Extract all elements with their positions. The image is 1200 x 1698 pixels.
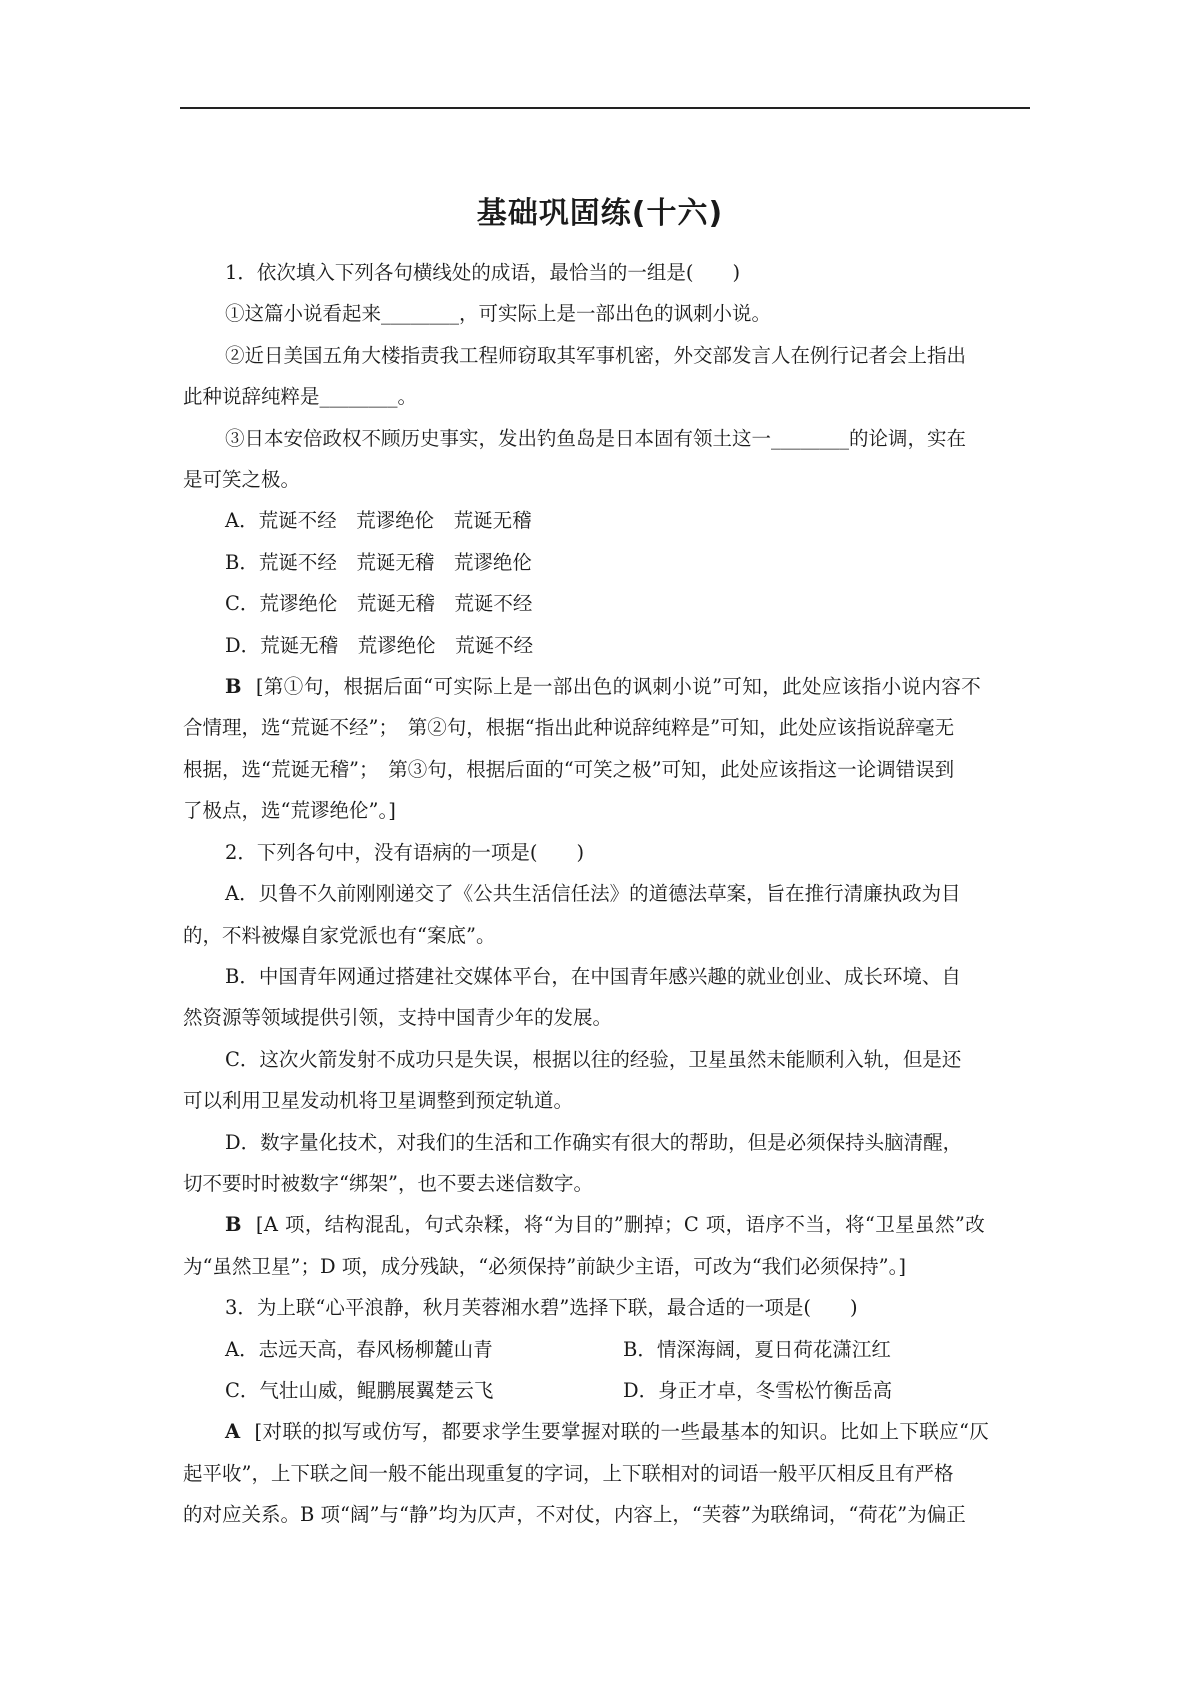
q1-option-b: B．荒诞不经 荒诞无稽 荒谬绝伦: [225, 550, 532, 574]
header-rule: [180, 107, 1030, 109]
q2-answer-key: B: [225, 1213, 242, 1237]
q3-option-a: A．志远天高，春风杨柳麓山青: [225, 1337, 493, 1361]
q1-answer-key: B: [225, 675, 242, 699]
q3-analysis-line-3: 的对应关系。B 项“阔”与“静”均为仄声，不对仗，内容上，“芙蓉”为联绵词，“荷花”为偏正: [183, 1503, 966, 1527]
q3-options-row-1: [183, 1329, 1029, 1370]
q3-analysis-line-2: 起平收”，上下联之间一般不能出现重复的字词，上下联相对的词语一般平仄相反且有严格: [183, 1461, 954, 1485]
q1-option-d: D．荒诞无稽 荒谬绝伦 荒诞不经: [225, 633, 534, 657]
q2-option-d-line-1: D．数字量化技术，对我们的生活和工作确实有很大的帮助，但是必须保持头脑清醒，: [225, 1130, 963, 1154]
q3-option-c: C．气壮山威，鲲鹏展翼楚云飞: [225, 1378, 494, 1402]
document-body: [183, 252, 1029, 1536]
q3-stem: 3．为上联“心平浪静，秋月芙蓉湘水碧”选择下联，最合适的一项是( ): [225, 1296, 858, 1320]
q2-option-a-line-1: A．贝鲁不久前刚刚递交了《公共生活信任法》的道德法草案，旨在推行清廉执政为目: [225, 882, 961, 906]
page-title: 基础巩固练(十六): [476, 196, 724, 231]
q1-analysis-text-1: [第①句，根据后面“可实际上是一部出色的讽刺小说”可知，此处应该指小说内容不: [255, 675, 982, 699]
q2-analysis-line-1: [183, 1204, 1029, 1245]
q3-analysis-line-1: [183, 1411, 1029, 1452]
q2-option-c-line-2: 可以利用卫星发动机将卫星调整到预定轨道。: [183, 1089, 574, 1113]
q3-answer-key: A: [225, 1420, 241, 1444]
q1-sentence-1: ①这篇小说看起来________，可实际上是一部出色的讽刺小说。: [225, 302, 772, 326]
q1-analysis-line-4: 了极点，选“荒谬绝伦”。]: [183, 799, 396, 823]
q3-option-d: D．身正才卓，冬雪松竹衡岳高: [623, 1378, 893, 1402]
q1-option-c: C．荒谬绝伦 荒诞无稽 荒诞不经: [225, 592, 533, 616]
q2-option-d-line-2: 切不要时时被数字“绑架”，也不要去迷信数字。: [183, 1171, 593, 1195]
q2-option-b-line-2: 然资源等领域提供引领，支持中国青少年的发展。: [183, 1006, 613, 1030]
q2-analysis-line-2: 为“虽然卫星”；D 项，成分残缺，“必须保持”前缺少主语，可改为“我们必须保持”。]: [183, 1254, 907, 1278]
q2-option-c-line-1: C．这次火箭发射不成功只是失误，根据以往的经验，卫星虽然未能顺利入轨，但是还: [225, 1047, 962, 1071]
q2-option-b-line-1: B．中国青年网通过搭建社交媒体平台，在中国青年感兴趣的就业创业、成长环境、自: [225, 964, 961, 988]
q1-option-a: A．荒诞不经 荒谬绝伦 荒诞无稽: [225, 509, 532, 533]
q1-analysis-line-1: [183, 666, 1029, 707]
q1-stem: 1．依次填入下列各句横线处的成语，最恰当的一组是( ): [225, 261, 741, 284]
q2-option-a-line-2: 的，不料被爆自家党派也有“案底”。: [183, 923, 496, 947]
q1-analysis-line-3: 根据，选“荒诞无稽”； 第③句，根据后面的“可笑之极”可知，此处应该指这一论调错误到: [183, 757, 955, 781]
q1-sentence-2-line-1: ②近日美国五角大楼指责我工程师窃取其军事机密，外交部发言人在例行记者会上指出: [225, 343, 967, 367]
q3-option-b: B．情深海阔，夏日荷花潇江红: [623, 1337, 891, 1361]
q1-sentence-3-line-1: ③日本安倍政权不顾历史事实，发出钓鱼岛是日本固有领土这一________的论调，实在: [225, 426, 967, 450]
q1-sentence-2-line-2: 此种说辞纯粹是________。: [183, 385, 418, 409]
q1-analysis-line-2: 合情理，选“荒诞不经”； 第②句，根据“指出此种说辞纯粹是”可知，此处应该指说辞毫无: [183, 716, 955, 740]
q3-options-row-2: [183, 1370, 1029, 1411]
q2-stem: 2．下列各句中，没有语病的一项是( ): [225, 840, 585, 864]
q2-analysis-text-1: [A 项，结构混乱，句式杂糅，将“为目的”删掉；C 项，语序不当，将“卫星虽然”改: [255, 1213, 986, 1237]
q3-analysis-text-1: [对联的拟写或仿写，都要求学生要掌握对联的一些最基本的知识。比如上下联应“仄: [254, 1420, 990, 1444]
q1-sentence-3-line-2: 是可笑之极。: [183, 468, 301, 492]
